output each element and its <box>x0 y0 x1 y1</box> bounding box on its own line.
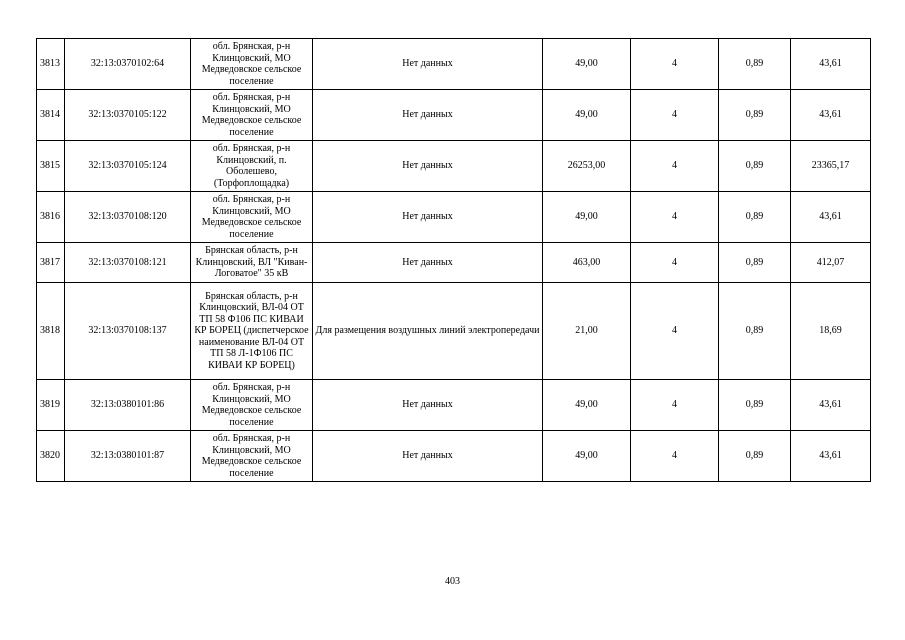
cadastral-table <box>36 38 871 482</box>
purpose-cell: Нет данных <box>313 243 543 283</box>
cadastral-number-cell: 32:13:0380101:86 <box>65 380 191 431</box>
area-cell: 463,00 <box>543 243 631 283</box>
table-row <box>37 283 871 380</box>
group-cell: 4 <box>631 192 719 243</box>
group-cell: 4 <box>631 380 719 431</box>
cadastral-number-cell: 32:13:0380101:87 <box>65 431 191 482</box>
group-cell: 4 <box>631 431 719 482</box>
address-cell: обл. Брянская, р-н Клинцовский, МО Медведовское сельское поселение <box>191 90 313 141</box>
purpose-cell: Нет данных <box>313 39 543 90</box>
group-cell: 4 <box>631 141 719 192</box>
cadastral-number-cell: 32:13:0370108:137 <box>65 283 191 380</box>
table-row <box>37 431 871 482</box>
area-cell: 49,00 <box>543 192 631 243</box>
table-body <box>37 39 871 482</box>
cadastral-number-cell: 32:13:0370102:64 <box>65 39 191 90</box>
purpose-cell: Нет данных <box>313 380 543 431</box>
address-cell: обл. Брянская, р-н Клинцовский, МО Медведовское сельское поселение <box>191 431 313 482</box>
area-cell: 26253,00 <box>543 141 631 192</box>
value-cell: 43,61 <box>791 39 871 90</box>
cadastral-number-cell: 32:13:0370108:120 <box>65 192 191 243</box>
value-cell: 43,61 <box>791 192 871 243</box>
row-number-cell: 3820 <box>37 431 65 482</box>
cadastral-number-cell: 32:13:0370105:124 <box>65 141 191 192</box>
value-cell: 43,61 <box>791 90 871 141</box>
cadastral-number-cell: 32:13:0370108:121 <box>65 243 191 283</box>
coefficient-cell: 0,89 <box>719 431 791 482</box>
row-number-cell: 3813 <box>37 39 65 90</box>
group-cell: 4 <box>631 243 719 283</box>
cadastral-number-cell: 32:13:0370105:122 <box>65 90 191 141</box>
address-cell: Брянская область, р-н Клинцовский, ВЛ "Киван-Логоватое" 35 кВ <box>191 243 313 283</box>
address-cell: обл. Брянская, р-н Клинцовский, МО Медведовское сельское поселение <box>191 380 313 431</box>
table-row <box>37 192 871 243</box>
address-cell: обл. Брянская, р-н Клинцовский, п. Оболешево, (Торфоплощадка) <box>191 141 313 192</box>
value-cell: 412,07 <box>791 243 871 283</box>
area-cell: 49,00 <box>543 431 631 482</box>
purpose-cell: Нет данных <box>313 141 543 192</box>
address-cell: обл. Брянская, р-н Клинцовский, МО Медведовское сельское поселение <box>191 39 313 90</box>
area-cell: 49,00 <box>543 380 631 431</box>
coefficient-cell: 0,89 <box>719 243 791 283</box>
group-cell: 4 <box>631 39 719 90</box>
coefficient-cell: 0,89 <box>719 192 791 243</box>
row-number-cell: 3816 <box>37 192 65 243</box>
row-number-cell: 3819 <box>37 380 65 431</box>
purpose-cell: Нет данных <box>313 431 543 482</box>
area-cell: 49,00 <box>543 39 631 90</box>
address-cell: обл. Брянская, р-н Клинцовский, МО Медведовское сельское поселение <box>191 192 313 243</box>
area-cell: 21,00 <box>543 283 631 380</box>
value-cell: 18,69 <box>791 283 871 380</box>
value-cell: 43,61 <box>791 380 871 431</box>
page-number: 403 <box>445 576 460 587</box>
coefficient-cell: 0,89 <box>719 283 791 380</box>
row-number-cell: 3814 <box>37 90 65 141</box>
value-cell: 23365,17 <box>791 141 871 192</box>
table-row <box>37 243 871 283</box>
table-row <box>37 380 871 431</box>
value-cell: 43,61 <box>791 431 871 482</box>
group-cell: 4 <box>631 90 719 141</box>
group-cell: 4 <box>631 283 719 380</box>
purpose-cell: Для размещения воздушных линий электропередачи <box>313 283 543 380</box>
table-row <box>37 90 871 141</box>
purpose-cell: Нет данных <box>313 192 543 243</box>
purpose-cell: Нет данных <box>313 90 543 141</box>
coefficient-cell: 0,89 <box>719 39 791 90</box>
area-cell: 49,00 <box>543 90 631 141</box>
address-cell: Брянская область, р-н Клинцовский, ВЛ-04 ОТ ТП 58 Ф106 ПС КИВАИ КР БОРЕЦ (диспетчерское наименование ВЛ-04 ОТ ТП 58 Л-1Ф106 ПС КИВАИ КР БОРЕЦ) <box>191 283 313 380</box>
row-number-cell: 3818 <box>37 283 65 380</box>
row-number-cell: 3817 <box>37 243 65 283</box>
row-number-cell: 3815 <box>37 141 65 192</box>
table-row <box>37 39 871 90</box>
coefficient-cell: 0,89 <box>719 90 791 141</box>
coefficient-cell: 0,89 <box>719 380 791 431</box>
table-row <box>37 141 871 192</box>
coefficient-cell: 0,89 <box>719 141 791 192</box>
